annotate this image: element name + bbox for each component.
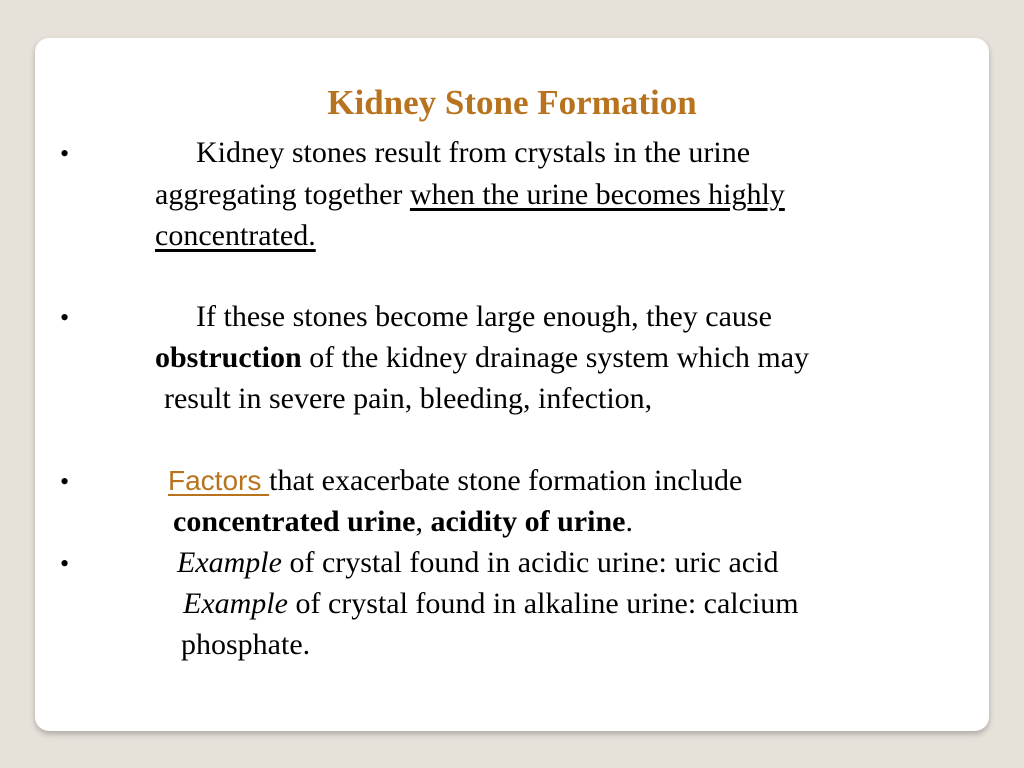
b4-line-1-text: of crystal found in acidic urine: uric acid bbox=[281, 546, 779, 579]
b3-concentrated-urine: concentrated urine bbox=[173, 505, 416, 538]
slide-title: Kidney Stone Formation bbox=[327, 83, 697, 122]
b4-line-2-text: of crystal found in alkaline urine: calcium bbox=[287, 587, 799, 620]
bullet-3: • bbox=[60, 467, 70, 496]
b1-line-2-text: aggregating together bbox=[155, 178, 410, 211]
bullet-2: • bbox=[60, 303, 70, 332]
b4-example-2: Example bbox=[183, 587, 288, 620]
bullet-4: • bbox=[60, 549, 70, 578]
factors-link[interactable]: Factors bbox=[168, 465, 270, 496]
b3-acidity-of-urine: acidity of urine bbox=[430, 505, 626, 538]
b2-obstruction: obstruction bbox=[155, 341, 302, 374]
b2-line-2-text: of the kidney drainage system which may bbox=[301, 341, 810, 374]
b1-line-1: Kidney stones result from crystals in the urine bbox=[196, 136, 751, 169]
b1-line-2 bbox=[155, 180, 785, 210]
b2-line-2 bbox=[155, 343, 809, 373]
b4-line-2 bbox=[183, 589, 799, 619]
b1-line-3: concentrated. bbox=[155, 219, 316, 252]
b3-line-2 bbox=[173, 507, 633, 537]
b4-example-1: Example bbox=[177, 546, 282, 579]
b2-line-3: result in severe pain, bleeding, infection, bbox=[164, 382, 653, 415]
bullet-1: • bbox=[60, 139, 70, 168]
b4-line-1 bbox=[177, 548, 778, 578]
b3-period: . bbox=[625, 505, 633, 538]
b1-underlined-text: when the urine becomes highly bbox=[409, 178, 785, 211]
b3-line-1-text: that exacerbate stone formation include bbox=[269, 464, 743, 497]
b3-line-1 bbox=[168, 466, 742, 496]
b3-comma: , bbox=[415, 505, 431, 538]
b4-line-3: phosphate. bbox=[181, 628, 311, 661]
b2-line-1: If these stones become large enough, they cause bbox=[196, 300, 772, 333]
